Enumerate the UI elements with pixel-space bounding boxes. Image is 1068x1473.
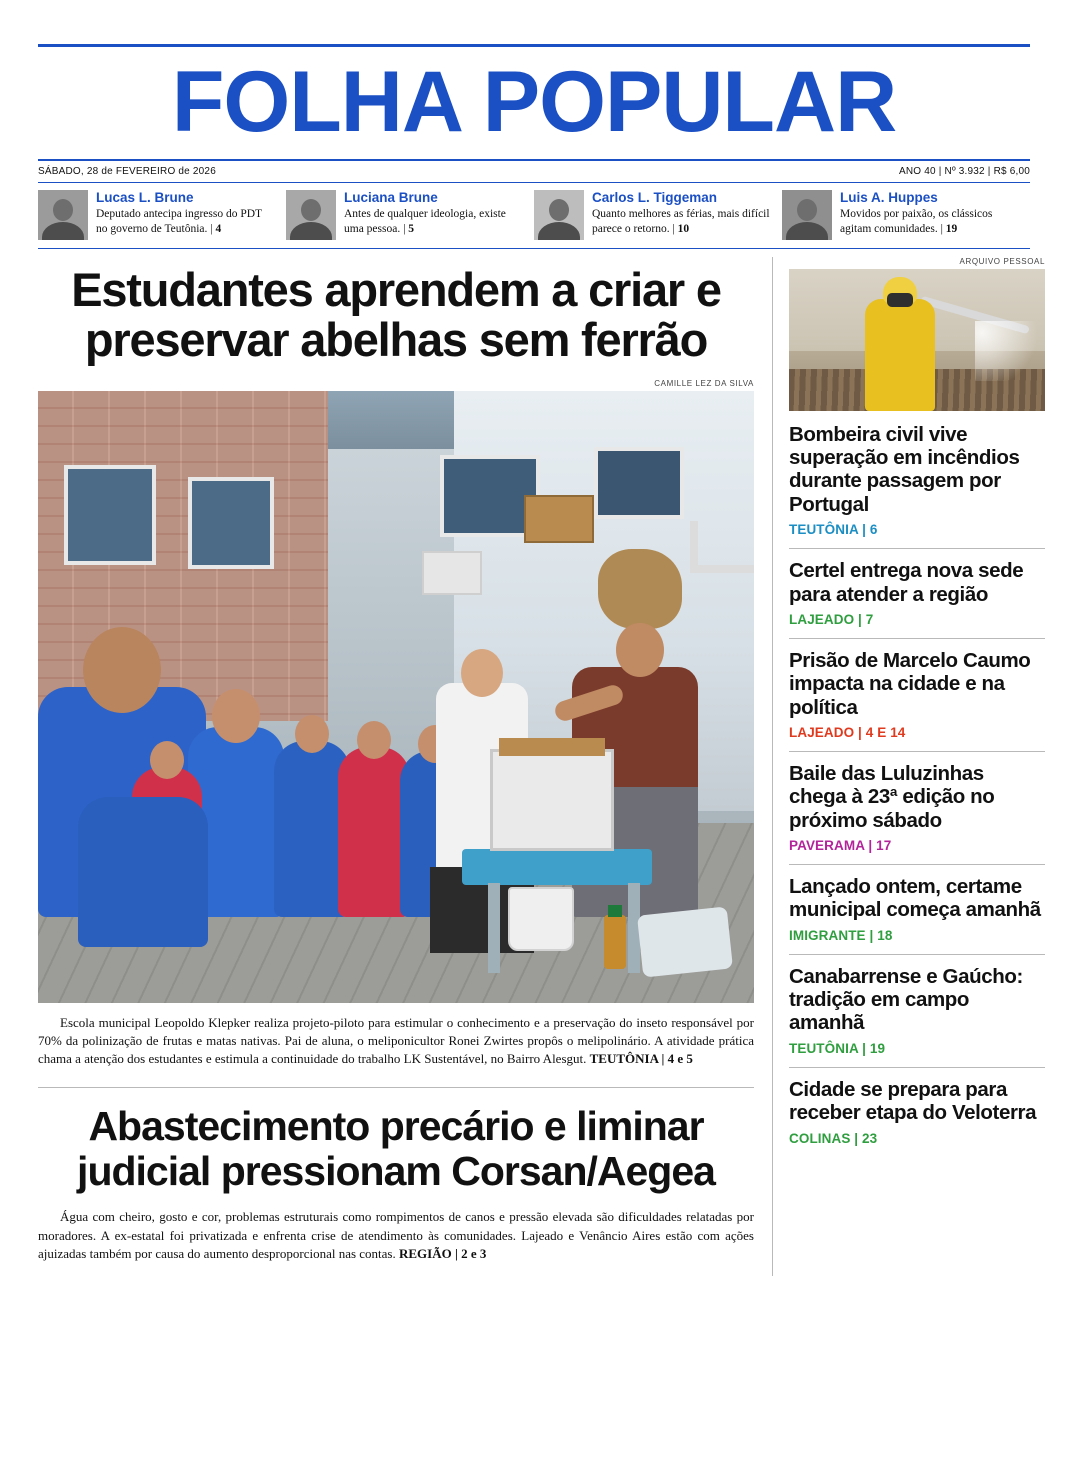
bee-box: [490, 749, 614, 851]
newspaper-title: FOLHA POPULAR: [171, 54, 897, 150]
columnist-avatar: [286, 190, 336, 240]
rail-item[interactable]: [789, 954, 1045, 1067]
rail-item-title: Baile das Luluzinhas chega à 23ª edição no próximo sábado: [789, 761, 995, 832]
right-rail: [772, 257, 1045, 1276]
rail-item-tag: TEUTÔNIA | 19: [789, 1040, 886, 1056]
edition-info: ANO 40 | Nº 3.932 | R$ 6,00: [899, 165, 1030, 177]
rail-item[interactable]: [789, 864, 1045, 954]
lead-headline[interactable]: Estudantes aprendem a criar e preservar abelhas sem ferrão: [71, 262, 721, 366]
bottle: [604, 915, 626, 969]
dateline-row: [38, 161, 1030, 182]
section-separator: [38, 1087, 754, 1088]
columnist-desc: Antes de qualquer ideologia, existe uma pessoa. | 5: [344, 208, 506, 235]
rail-item-title: Certel entrega nova sede para atender a região: [789, 559, 1024, 606]
rail-item-title: Bombeira civil vive superação em incêndios durante passagem por Portugal: [789, 422, 1020, 516]
columnist-item[interactable]: [38, 190, 286, 240]
lead-photo-credit: CAMILLE LEZ DA SILVA: [654, 379, 754, 389]
rail-item-tag: IMIGRANTE | 18: [789, 927, 893, 943]
rail-item[interactable]: [789, 548, 1045, 638]
masthead: [38, 47, 1030, 159]
columnist-desc: Quanto melhores as férias, mais difícil parece o retorno. | 10: [592, 208, 770, 235]
rail-item[interactable]: [789, 423, 1045, 548]
columnist-avatar: [38, 190, 88, 240]
columnist-name: Luciana Brune: [344, 189, 438, 205]
publication-date: SÁBADO, 28 de FEVEREIRO de 2026: [38, 165, 216, 177]
rail-item[interactable]: [789, 638, 1045, 751]
columnists-strip: [38, 183, 1030, 248]
rail-item-title: Prisão de Marcelo Caumo impacta na cidade e na política: [789, 648, 1031, 719]
lead-photo: [38, 391, 754, 1003]
columnist-item[interactable]: [286, 190, 534, 240]
newspaper-front-page: [0, 44, 1068, 1473]
rail-item[interactable]: [789, 751, 1045, 864]
columnist-name: Luis A. Huppes: [840, 189, 938, 205]
columnist-item[interactable]: [782, 190, 1030, 240]
rail-item-title: Canabarrense e Gaúcho: tradição em campo amanhã: [789, 964, 1023, 1035]
work-table: [462, 849, 652, 885]
rail-item-tag: LAJEADO | 4 E 14: [789, 724, 906, 740]
rail-item-tag: COLINAS | 23: [789, 1130, 878, 1146]
rail-item-title: Cidade se prepara para receber etapa do Veloterra: [789, 1077, 1037, 1125]
columnist-name: Carlos L. Tiggeman: [592, 189, 718, 205]
lead-caption: Escola municipal Leopoldo Klepker realiza projeto-piloto para estimular o conhecimento e a preservação do inseto responsável por 70% da polinização de frutas e matas nativas. Pai de aluna, o meliponicultor Ronei Zwirtes propôs o melipolinário. A atividade prática chama a atenção dos estudantes e estimula a continuidade do trabalho LK Sustentável, no Bairro Alesgut. TEUTÔNIA | 4 e 5: [38, 1015, 754, 1066]
columnist-avatar: [534, 190, 584, 240]
rail-item[interactable]: [789, 1067, 1045, 1157]
rail-item-tag: LAJEADO | 7: [789, 611, 874, 627]
bucket: [508, 887, 574, 951]
columnist-item[interactable]: [534, 190, 782, 240]
rail-item-tag: TEUTÔNIA | 6: [789, 522, 878, 538]
rail-item-tag: PAVERAMA | 17: [789, 838, 892, 854]
columnist-avatar: [782, 190, 832, 240]
rail-item-title: Lançado ontem, certame municipal começa amanhã: [789, 875, 1041, 922]
rail-photo-credit: ARQUIVO PESSOAL: [959, 256, 1045, 266]
secondary-body: Água com cheiro, gosto e cor, problemas estruturais como rompimentos de canos e pressão elevada são dificuldades relatadas por moradores. A ex-estatal foi privatizada e enfrenta crise de atendimento às comunidades. Lajeado e Venâncio Aires estão com ações ajuizadas também por causa do aumento desproporcional nas contas. REGIÃO | 2 e 3: [38, 1209, 754, 1261]
rail-photo-firefighter: [789, 269, 1045, 411]
main-column: [38, 257, 754, 1276]
secondary-headline[interactable]: Abastecimento precário e liminar judicial pressionam Corsan/Aegea: [77, 1103, 715, 1195]
page-body: [38, 249, 1045, 1276]
columnist-desc: Movidos por paixão, os clássicos agitam comunidades. | 19: [840, 208, 993, 235]
plastic-bag: [637, 907, 733, 978]
beehive-object: [598, 549, 682, 629]
columnist-desc: Deputado antecipa ingresso do PDT no governo de Teutônia. | 4: [96, 208, 262, 235]
columnist-name: Lucas L. Brune: [96, 189, 194, 205]
